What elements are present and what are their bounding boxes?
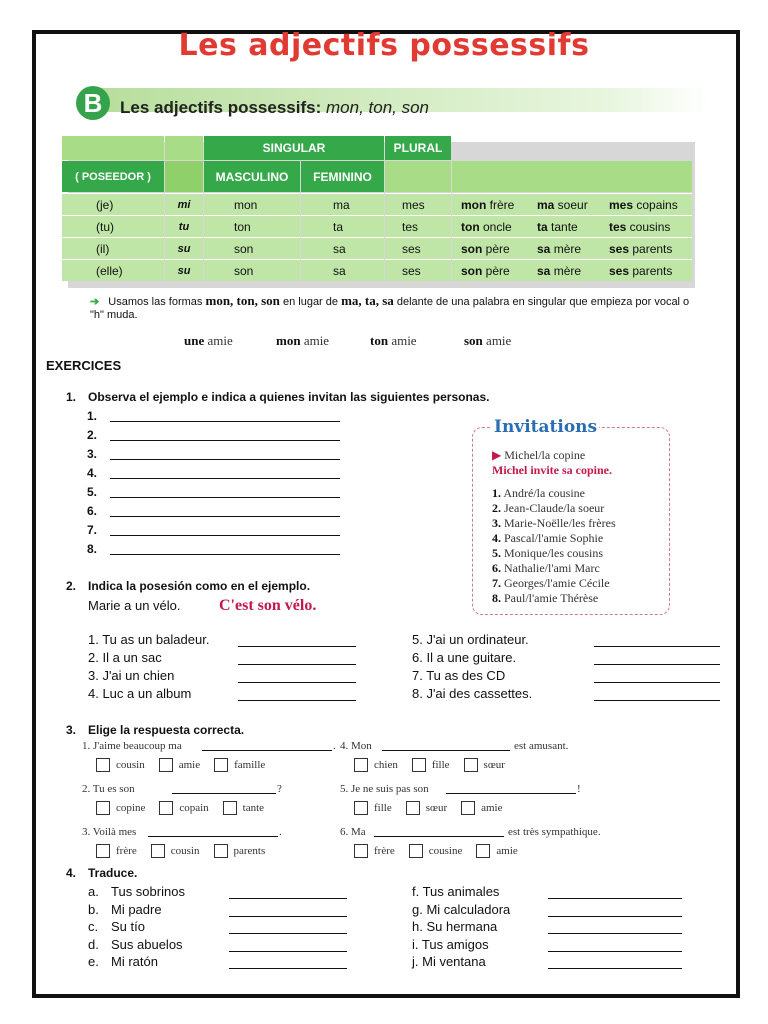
- q1-answer-line[interactable]: [110, 421, 340, 422]
- example-word: ses parents: [609, 263, 673, 278]
- spanish-cell: tu: [165, 215, 203, 237]
- usage-note: [90, 294, 700, 322]
- invitation-number: 3.: [492, 516, 501, 530]
- masc-cell: ton: [204, 215, 300, 237]
- spanish-cell: su: [165, 237, 203, 259]
- q1-answer-line[interactable]: [110, 516, 340, 517]
- example-word: tes cousins: [609, 219, 671, 234]
- q4-letter: d.: [88, 936, 99, 952]
- option-label: chien: [374, 759, 398, 771]
- example-det: ses: [609, 241, 630, 256]
- checkbox[interactable]: [476, 844, 490, 858]
- option-label: amie: [496, 845, 518, 857]
- option-label: sœur: [425, 802, 448, 814]
- q3-answer-line[interactable]: [382, 750, 510, 751]
- q3-prompt: 1. J'aime beaucoup ma: [82, 740, 182, 752]
- q4-item: h. Su hermana: [412, 919, 498, 935]
- checkbox[interactable]: [412, 758, 426, 772]
- plural-cell: ses: [385, 237, 451, 259]
- q3-instruction: Elige la respuesta correcta.: [88, 723, 245, 737]
- q3-prompt-end: .: [333, 740, 336, 752]
- example-det: ma: [537, 197, 555, 212]
- q1-item-number: 1.: [87, 409, 98, 423]
- example-word: son père: [461, 263, 510, 278]
- q3-options: [96, 758, 279, 772]
- example-word: ton oncle: [461, 219, 512, 234]
- checkbox[interactable]: [461, 801, 475, 815]
- q3-prompt: 5. Je ne suis pas son: [340, 783, 429, 795]
- q1-answer-line[interactable]: [110, 497, 340, 498]
- invitation-number: 6.: [492, 561, 501, 575]
- q1-answer-line[interactable]: [110, 459, 340, 460]
- header-poseedor: ( POSEEDOR ): [62, 161, 164, 192]
- example-word: son père: [461, 241, 510, 256]
- checkbox[interactable]: [354, 844, 368, 858]
- fem-cell: sa: [301, 237, 384, 259]
- fem-cell: sa: [301, 259, 384, 281]
- invitation-item: 3. Marie-Noëlle/les frères: [492, 516, 616, 530]
- spanish-cell: su: [165, 259, 203, 281]
- q4-answer-line[interactable]: [229, 933, 347, 934]
- q3-answer-line[interactable]: [172, 793, 276, 794]
- q2-answer-line[interactable]: [238, 700, 356, 701]
- invitation-number: 8.: [492, 591, 501, 605]
- example-det: ton: [461, 219, 480, 234]
- masc-cell: mon: [204, 193, 300, 215]
- example-word: mon frère: [461, 197, 515, 212]
- subtitle-bold: Les adjectifs possessifs:: [120, 98, 322, 117]
- checkbox[interactable]: [409, 844, 423, 858]
- q2-example-answer: C'est son vélo.: [219, 597, 317, 614]
- option-label: amie: [481, 802, 503, 814]
- spanish-cell: mi: [165, 193, 203, 215]
- q4-answer-line[interactable]: [548, 916, 682, 917]
- q3-prompt-end: .: [279, 826, 282, 838]
- example-det: sa: [537, 241, 551, 256]
- masc-cell: son: [204, 259, 300, 281]
- option-label: fille: [431, 759, 450, 771]
- blank-cell: [165, 161, 203, 192]
- example-une-amie: une amie: [184, 333, 233, 348]
- person-cell: (elle): [62, 259, 164, 281]
- checkbox[interactable]: [151, 844, 165, 858]
- q4-item: Tus sobrinos: [111, 884, 185, 899]
- header-masculino: MASCULINO: [204, 161, 300, 192]
- q4-answer-line[interactable]: [229, 968, 347, 969]
- q4-answer-line[interactable]: [229, 951, 347, 952]
- example-det: mon: [461, 197, 487, 212]
- invitation-number: 1.: [492, 486, 501, 500]
- q1-item-number: 3.: [87, 447, 98, 461]
- subtitle-italic: mon, ton, son: [326, 98, 430, 117]
- blank-cell: [385, 161, 451, 192]
- option-label: parents: [233, 845, 266, 857]
- q4-item: f. Tus animales: [412, 884, 500, 899]
- q3-options: [354, 801, 517, 815]
- plural-cell: tes: [385, 215, 451, 237]
- header-singular: SINGULAR: [204, 136, 384, 160]
- option-label: frère: [116, 845, 137, 857]
- invitation-number: 4.: [492, 531, 501, 545]
- q3-answer-line[interactable]: [202, 750, 332, 751]
- example-word: ma soeur: [537, 197, 588, 212]
- note-forms2: ma, ta, sa: [341, 293, 394, 308]
- q3-prompt: 2. Tu es son: [82, 783, 135, 795]
- q3-prompt: 3. Voilà mes: [82, 826, 137, 838]
- q3-options: [96, 801, 278, 815]
- play-triangle-icon: ▶: [492, 448, 502, 462]
- q2-item: 8. J'ai des cassettes.: [412, 686, 533, 701]
- q2-answer-line[interactable]: [594, 682, 720, 683]
- section-badge: B: [76, 86, 110, 120]
- q1-item-number: 5.: [87, 485, 98, 499]
- blank-cell: [452, 161, 692, 192]
- blank-cell: [165, 136, 203, 160]
- q2-answer-line[interactable]: [238, 646, 356, 647]
- q4-answer-line[interactable]: [229, 898, 347, 899]
- invitation-item: 2. Jean-Claude/la soeur: [492, 501, 605, 515]
- checkbox[interactable]: [96, 844, 110, 858]
- note-post: delante de una palabra en singular que empieza por vocal o "h" muda.: [90, 296, 690, 321]
- invitation-item: 8. Paul/l'amie Thérèse: [492, 591, 599, 605]
- q3-options: [96, 844, 279, 858]
- q3-answer-line[interactable]: [446, 793, 576, 794]
- q3-prompt-end: est amusant.: [514, 740, 569, 752]
- q4-answer-line[interactable]: [548, 968, 682, 969]
- example-word: mes copains: [609, 197, 678, 212]
- q4-answer-line[interactable]: [229, 916, 347, 917]
- q4-answer-line[interactable]: [548, 951, 682, 952]
- q1-answer-line[interactable]: [110, 478, 340, 479]
- invitation-number: 7.: [492, 576, 501, 590]
- q4-item: i. Tus amigos: [412, 936, 489, 952]
- invitations-example-answer: Michel invite sa copine.: [492, 463, 612, 477]
- q2-item: 2. Il a un sac: [88, 650, 162, 665]
- q4-letter: b.: [88, 901, 99, 917]
- arrow-right-icon: ➔: [90, 296, 100, 308]
- option-label: cousine: [428, 845, 463, 857]
- q2-item: 6. Il a une guitare.: [412, 650, 517, 665]
- option-label: amie: [178, 759, 201, 771]
- option-label: famille: [234, 759, 266, 771]
- q3-prompt: 4. Mon: [340, 740, 372, 752]
- q4-item: Su tío: [111, 919, 145, 935]
- invitation-item: 6. Nathalie/l'ami Marc: [492, 561, 600, 575]
- example-det: ses: [609, 263, 630, 278]
- exercices-heading: EXERCICES: [46, 358, 122, 373]
- blank-cell: [62, 136, 164, 160]
- option-label: fille: [374, 802, 392, 814]
- examples-cell: [452, 193, 692, 215]
- fem-cell: ma: [301, 193, 384, 215]
- q1-number: 1.: [66, 390, 77, 404]
- q2-item: 3. J'ai un chien: [88, 668, 175, 683]
- invitations-title: Invitations: [494, 417, 598, 437]
- example-mon-amie: mon amie: [276, 333, 330, 348]
- example-det: son: [461, 263, 483, 278]
- invitation-item: 5. Monique/les cousins: [492, 546, 603, 560]
- example-det: tes: [609, 219, 627, 234]
- examples-cell: [452, 259, 692, 281]
- q1-item-number: 2.: [87, 428, 98, 442]
- example-word: sa mère: [537, 241, 582, 256]
- invitation-item: 7. Georges/l'amie Cécile: [492, 576, 610, 590]
- q2-answer-line[interactable]: [238, 682, 356, 683]
- plural-cell: ses: [385, 259, 451, 281]
- q2-item: 7. Tu as des CD: [412, 668, 506, 683]
- q4-letter: e.: [88, 954, 99, 970]
- q1-instruction: Observa el ejemplo e indica a quienes invitan las siguientes personas.: [88, 390, 490, 404]
- person-cell: (il): [62, 237, 164, 259]
- q4-number: 4.: [66, 866, 77, 880]
- invitation-item: 1. André/la cousine: [492, 486, 585, 500]
- q2-example: Marie a un vélo.: [88, 598, 181, 613]
- q2-answer-line[interactable]: [594, 664, 720, 665]
- q3-options: [354, 758, 519, 772]
- q4-instruction: Traduce.: [88, 866, 138, 880]
- q3-answer-line[interactable]: [148, 836, 278, 837]
- example-ton-amie: ton amie: [370, 333, 417, 348]
- q4-item: Mi padre: [111, 901, 162, 917]
- page-title: Les adjectifs possessifs: [178, 28, 590, 63]
- example-son-amie: son amie: [464, 333, 512, 348]
- q3-prompt-end: est très sympathique.: [508, 826, 601, 838]
- checkbox[interactable]: [159, 758, 173, 772]
- q3-prompt-end: ?: [277, 783, 282, 795]
- q1-item-number: 7.: [87, 523, 98, 537]
- q1-item-number: 4.: [87, 466, 98, 480]
- option-label: copain: [179, 802, 209, 814]
- note-mid: en lugar de: [282, 296, 339, 308]
- q1-answer-line[interactable]: [110, 440, 340, 441]
- example-det: son: [461, 241, 483, 256]
- q2-answer-line[interactable]: [238, 664, 356, 665]
- checkbox[interactable]: [159, 801, 173, 815]
- q4-item: g. Mi calculadora: [412, 901, 511, 917]
- fem-cell: ta: [301, 215, 384, 237]
- checkbox[interactable]: [464, 758, 478, 772]
- q1-answer-line[interactable]: [110, 554, 340, 555]
- checkbox[interactable]: [223, 801, 237, 815]
- checkbox[interactable]: [406, 801, 420, 815]
- q3-prompt-end: !: [577, 783, 581, 795]
- q4-item: Sus abuelos: [111, 936, 183, 952]
- q3-prompt: 6. Ma: [340, 826, 366, 838]
- q4-letter: c.: [88, 919, 99, 935]
- example-det: sa: [537, 263, 551, 278]
- examples-cell: [452, 215, 692, 237]
- q2-item: 1. Tu as un baladeur.: [88, 632, 210, 647]
- q1-item-number: 8.: [87, 542, 98, 556]
- header-plural: PLURAL: [385, 136, 451, 160]
- option-label: sœur: [483, 759, 505, 771]
- note-forms1: mon, ton, son: [205, 293, 280, 308]
- example-det: mes: [609, 197, 634, 212]
- example-word: sa mère: [537, 263, 582, 278]
- note-pre: Usamos las formas: [108, 296, 203, 308]
- checkbox[interactable]: [354, 758, 368, 772]
- q2-item: 4. Luc a un album: [88, 686, 192, 701]
- invitation-number: 2.: [492, 501, 501, 515]
- invitation-number: 5.: [492, 546, 501, 560]
- person-cell: (tu): [62, 215, 164, 237]
- q4-answer-line[interactable]: [548, 898, 682, 899]
- plural-cell: mes: [385, 193, 451, 215]
- invitation-item: 4. Pascal/l'amie Sophie: [492, 531, 604, 545]
- q2-answer-line[interactable]: [594, 646, 720, 647]
- q4-item: Mi ratón: [111, 954, 158, 970]
- checkbox[interactable]: [214, 844, 228, 858]
- q4-item: j. Mi ventana: [412, 954, 486, 970]
- option-label: tante: [242, 802, 265, 814]
- example-word: ta tante: [537, 219, 578, 234]
- option-label: copine: [116, 802, 146, 814]
- checkbox[interactable]: [354, 801, 368, 815]
- checkbox[interactable]: [214, 758, 228, 772]
- person-cell: (je): [62, 193, 164, 215]
- q1-item-number: 6.: [87, 504, 98, 518]
- q3-answer-line[interactable]: [374, 836, 504, 837]
- invitations-example: ▶ Michel/la copine: [492, 448, 586, 462]
- q3-number: 3.: [66, 723, 77, 737]
- q4-answer-line[interactable]: [548, 933, 682, 934]
- checkbox[interactable]: [96, 758, 110, 772]
- q2-answer-line[interactable]: [594, 700, 720, 701]
- q4-letter: a.: [88, 884, 99, 899]
- option-label: frère: [374, 845, 395, 857]
- q1-answer-line[interactable]: [110, 535, 340, 536]
- examples-cell: [452, 237, 692, 259]
- masc-cell: son: [204, 237, 300, 259]
- q2-number: 2.: [66, 579, 77, 593]
- q2-item: 5. J'ai un ordinateur.: [412, 632, 529, 647]
- option-label: cousin: [170, 845, 200, 857]
- option-label: cousin: [116, 759, 145, 771]
- section-subtitle: [120, 98, 429, 118]
- checkbox[interactable]: [96, 801, 110, 815]
- header-femenino: FEMININO: [301, 161, 384, 192]
- example-word: ses parents: [609, 241, 673, 256]
- q2-instruction: Indica la posesión como en el ejemplo.: [88, 579, 311, 593]
- example-det: ta: [537, 219, 548, 234]
- q3-options: [354, 844, 532, 858]
